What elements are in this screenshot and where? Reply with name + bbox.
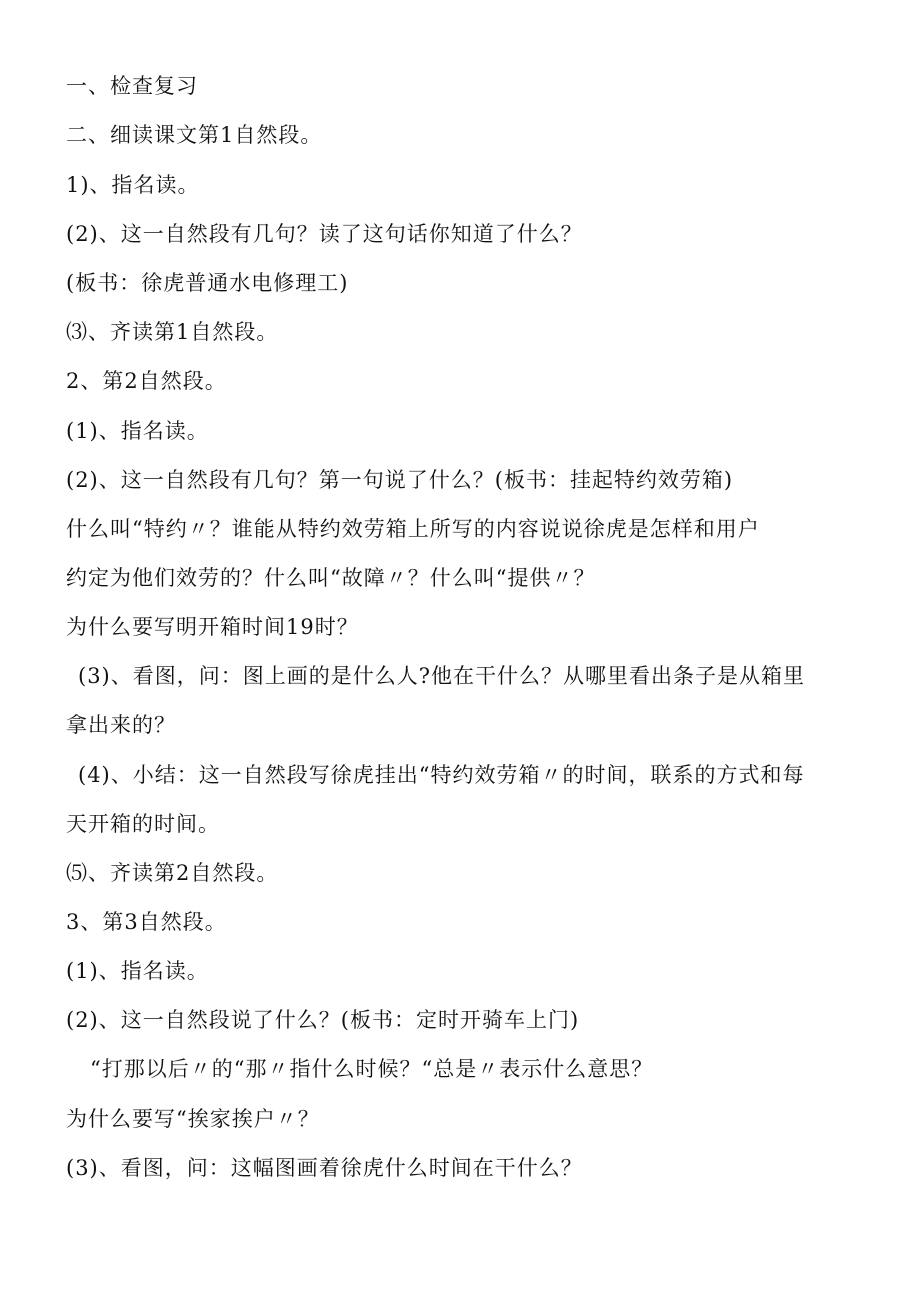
text-line: (2)、这一自然段有几句？读了这句话你知道了什么？ [66, 222, 583, 246]
text-line: ⑸、齐读第2自然段。 [66, 861, 279, 885]
text-line: “打那以后〃的“那〃指什么时候？“总是〃表示什么意思？ [90, 1057, 654, 1081]
text-line: 为什么要写“挨家挨户〃？ [66, 1107, 320, 1131]
heading-paragraph-2: 2、第2自然段。 [66, 369, 227, 393]
text-line: 天开箱的时间。 [66, 812, 220, 836]
text-line: (4)、小结：这一自然段写徐虎挂出“特约效劳箱〃的时间，联系的方式和每 [78, 763, 805, 787]
heading-paragraph-1: 二、细读课文第1自然段。 [66, 123, 323, 147]
text-line: (3)、看图，问：这幅图画着徐虎什么时间在干什么？ [66, 1156, 583, 1180]
text-line: ⑶、齐读第1自然段。 [66, 320, 279, 344]
text-line: 1)、指名读。 [66, 173, 200, 197]
text-line: (板书：徐虎普通水电修理工) [66, 271, 349, 295]
text-line: 为什么要写明开箱时间19时？ [66, 615, 359, 639]
text-line: (1)、指名读。 [66, 959, 209, 983]
text-line: (3)、看图，问：图上画的是什么人?他在干什么？从哪里看出条子是从箱里 [78, 664, 806, 688]
heading-review: 一、检查复习 [66, 74, 198, 98]
text-line: 拿出来的？ [66, 713, 176, 737]
text-line: 什么叫“特约〃？谁能从特约效劳箱上所写的内容说说徐虎是怎样和用户 [66, 517, 760, 541]
text-line: 约定为他们效劳的？什么叫“故障〃？什么叫“提供〃？ [66, 566, 596, 590]
text-line: (2)、这一自然段有几句？第一句说了什么？(板书：挂起特约效劳箱) [66, 468, 734, 492]
text-line: (1)、指名读。 [66, 419, 209, 443]
text-line: (2)、这一自然段说了什么？(板书：定时开骑车上门) [66, 1008, 580, 1032]
heading-paragraph-3: 3、第3自然段。 [66, 910, 227, 934]
